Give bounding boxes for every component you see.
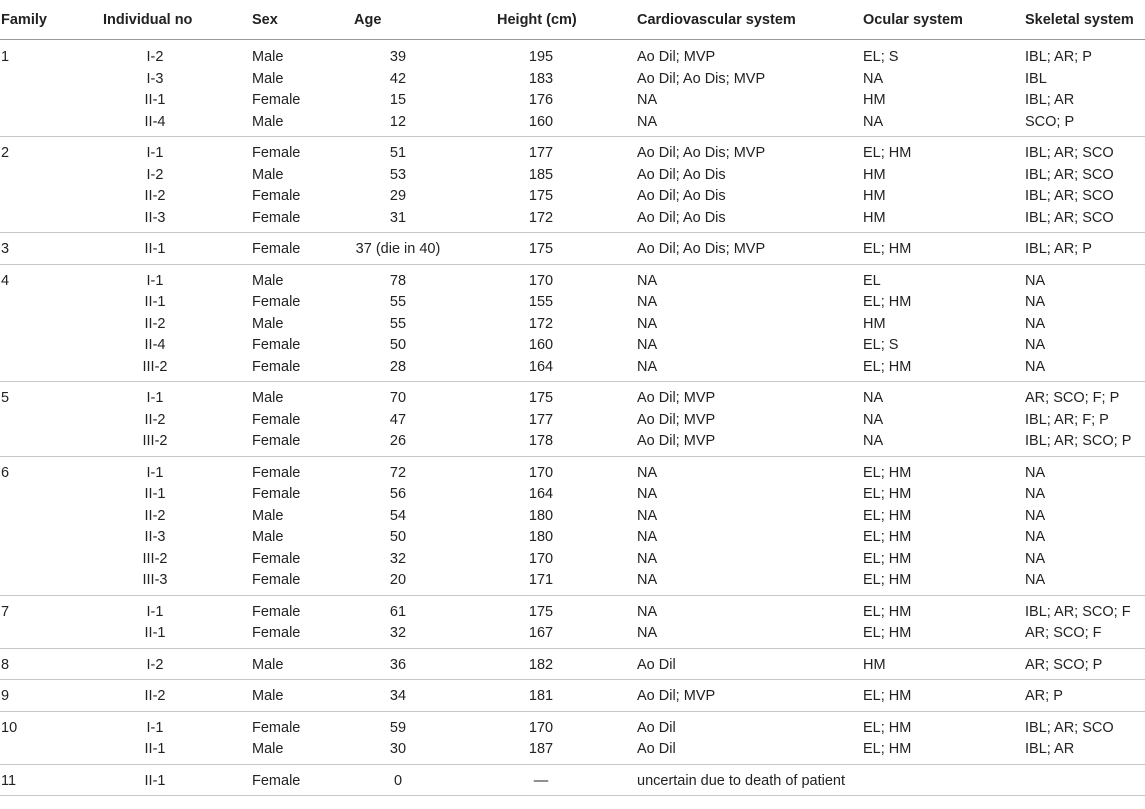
cell-skeletal: IBL; AR: [1025, 741, 1075, 757]
cell-skeletal: NA: [1025, 550, 1046, 567]
cell-ocular: EL; S: [863, 49, 899, 65]
cell-sex: Female: [252, 486, 301, 502]
cell-cardio: uncertain due to death of patient: [637, 772, 845, 789]
cell-cardio: NA: [637, 315, 658, 332]
cell-height: 187: [528, 741, 554, 757]
cell-ocular: EL; HM: [863, 719, 912, 736]
table-row: [0, 69, 1145, 91]
cell-individual: I-3: [146, 70, 164, 87]
cell-sex: Male: [252, 390, 284, 406]
cell-ocular: EL; S: [863, 337, 899, 353]
cell-age: 54: [389, 507, 407, 524]
table-row: [0, 602, 1145, 624]
cell-individual: II-2: [144, 188, 166, 204]
cell-skeletal: IBL; AR; SCO: [1025, 209, 1114, 226]
row-divider: [0, 648, 1145, 649]
cell-age: 50: [389, 529, 407, 545]
cell-skeletal: NA: [1025, 294, 1046, 310]
cell-cardio: Ao Dil; MVP: [637, 688, 716, 704]
table-row: [0, 431, 1145, 453]
row-divider: [0, 679, 1145, 680]
header-age: Age: [354, 12, 382, 28]
table-row: [0, 239, 1145, 261]
cell-cardio: Ao Dil; MVP: [637, 433, 716, 449]
cell-age: 39: [389, 49, 407, 65]
cell-age: 12: [389, 113, 407, 130]
cell-cardio: NA: [637, 358, 658, 375]
table-row: [0, 623, 1145, 645]
table-row: [0, 686, 1145, 708]
cell-sex: Male: [252, 272, 284, 289]
cell-sex: Female: [252, 411, 301, 428]
cell-ocular: EL; HM: [863, 486, 912, 502]
cell-cardio: Ao Dil; Ao Dis: [637, 188, 726, 204]
cell-age: 0: [393, 772, 403, 789]
cell-ocular: EL; HM: [863, 358, 912, 375]
cell-skeletal: AR; P: [1025, 688, 1063, 704]
cell-sex: Female: [252, 433, 301, 449]
cell-skeletal: AR; SCO; F; P: [1025, 390, 1120, 406]
cell-cardio: Ao Dil: [637, 656, 676, 673]
cell-skeletal: IBL; AR; SCO: [1025, 166, 1114, 183]
cell-ocular: NA: [863, 411, 884, 428]
table-row: [0, 771, 1145, 793]
cell-height: 185: [528, 166, 554, 183]
cell-ocular: EL: [863, 272, 881, 289]
cell-age: 53: [389, 166, 407, 183]
cell-height: 160: [528, 113, 554, 130]
cell-cardio: Ao Dil; Ao Dis: [637, 166, 726, 183]
cell-sex: Female: [252, 188, 301, 204]
cell-family: 5: [1, 390, 10, 406]
cell-cardio: NA: [637, 294, 658, 310]
cell-height: 171: [528, 572, 554, 588]
cell-individual: I-1: [146, 272, 164, 289]
cell-height: 181: [528, 688, 554, 704]
table-row: [0, 112, 1145, 134]
cell-age: 51: [389, 145, 407, 161]
cell-height: 176: [528, 92, 554, 108]
cell-ocular: NA: [863, 70, 884, 87]
cell-height: 175: [528, 390, 554, 406]
cell-height: 180: [528, 529, 554, 545]
cell-sex: Female: [252, 294, 301, 310]
cell-ocular: EL; HM: [863, 625, 912, 641]
cell-skeletal: IBL; AR; SCO: [1025, 719, 1114, 736]
cell-family: 11: [1, 772, 17, 789]
table-row: [0, 314, 1145, 336]
cell-ocular: HM: [863, 166, 886, 183]
table-row: [0, 410, 1145, 432]
cell-age: 31: [389, 209, 407, 226]
cell-sex: Female: [252, 772, 301, 789]
row-divider: [0, 264, 1145, 265]
cell-ocular: EL; HM: [863, 507, 912, 524]
cell-cardio: NA: [637, 572, 658, 588]
cell-cardio: NA: [637, 113, 658, 130]
table-row: [0, 335, 1145, 357]
cell-age: 72: [389, 464, 407, 481]
cell-height: 160: [528, 337, 554, 353]
cell-cardio: NA: [637, 550, 658, 567]
cell-individual: I-1: [146, 145, 164, 161]
table-row: [0, 506, 1145, 528]
cell-skeletal: AR; SCO; P: [1025, 656, 1103, 673]
table-row: [0, 143, 1145, 165]
cell-cardio: NA: [637, 464, 658, 481]
header-rule: [0, 39, 1145, 40]
cell-individual: I-1: [146, 390, 164, 406]
row-divider: [0, 381, 1145, 382]
cell-sex: Female: [252, 337, 301, 353]
cell-cardio: Ao Dil; MVP: [637, 390, 716, 406]
cell-family: 1: [1, 49, 10, 65]
table-row: [0, 484, 1145, 506]
cell-sex: Male: [252, 656, 284, 673]
cell-individual: II-1: [144, 741, 166, 757]
cell-height: 170: [528, 719, 554, 736]
cell-sex: Male: [252, 688, 284, 704]
cell-sex: Male: [252, 70, 284, 87]
cell-individual: I-1: [146, 603, 164, 620]
cell-age: 34: [389, 688, 407, 704]
cell-skeletal: IBL; AR; P: [1025, 241, 1092, 257]
cell-height: 177: [528, 145, 554, 161]
cell-individual: II-3: [144, 209, 166, 226]
cell-sex: Female: [252, 209, 301, 226]
cell-age: 15: [389, 92, 407, 108]
cell-height: 175: [528, 603, 554, 620]
cell-cardio: NA: [637, 625, 658, 641]
cell-individual: II-1: [144, 625, 166, 641]
cell-age: 32: [389, 625, 407, 641]
cell-individual: II-1: [144, 772, 166, 789]
table-row: [0, 718, 1145, 740]
cell-skeletal: IBL; AR: [1025, 92, 1075, 108]
cell-individual: III-2: [142, 550, 168, 567]
header-ocular: Ocular system: [863, 12, 963, 28]
cell-sex: Female: [252, 145, 301, 161]
cell-ocular: HM: [863, 315, 886, 332]
cell-sex: Male: [252, 741, 284, 757]
cell-age: 42: [389, 70, 407, 87]
cell-height: 172: [528, 315, 554, 332]
row-divider: [0, 456, 1145, 457]
cell-ocular: HM: [863, 92, 886, 108]
row-divider: [0, 136, 1145, 137]
cell-sex: Female: [252, 241, 301, 257]
cell-height: —: [533, 772, 549, 789]
cell-skeletal: NA: [1025, 486, 1046, 502]
table-row: [0, 271, 1145, 293]
cell-sex: Female: [252, 603, 301, 620]
cell-height: 164: [528, 358, 554, 375]
cell-cardio: Ao Dil: [637, 741, 676, 757]
cell-sex: Male: [252, 315, 284, 332]
cell-individual: II-1: [144, 241, 166, 257]
cell-individual: II-3: [144, 529, 166, 545]
cell-individual: II-1: [144, 92, 166, 108]
cell-skeletal: NA: [1025, 464, 1046, 481]
cell-height: 170: [528, 272, 554, 289]
cell-age: 30: [389, 741, 407, 757]
header-family: Family: [1, 12, 47, 28]
table-row: [0, 463, 1145, 485]
header-height: Height (cm): [497, 12, 577, 28]
cell-age: 56: [389, 486, 407, 502]
cell-individual: I-1: [146, 719, 164, 736]
cell-ocular: EL; HM: [863, 550, 912, 567]
cell-skeletal: IBL; AR; SCO: [1025, 145, 1114, 161]
cell-individual: II-1: [144, 294, 166, 310]
cell-ocular: EL; HM: [863, 464, 912, 481]
cell-ocular: EL; HM: [863, 572, 912, 588]
cell-skeletal: NA: [1025, 272, 1046, 289]
cell-skeletal: NA: [1025, 315, 1046, 332]
cell-age: 36: [389, 656, 407, 673]
cell-age: 61: [389, 603, 407, 620]
cell-individual: I-2: [146, 166, 164, 183]
cell-sex: Female: [252, 550, 301, 567]
cell-individual: I-2: [146, 49, 164, 65]
cell-height: 164: [528, 486, 554, 502]
header-skeletal: Skeletal system: [1025, 12, 1134, 28]
cell-height: 178: [528, 433, 554, 449]
cell-sex: Female: [252, 92, 301, 108]
row-divider: [0, 711, 1145, 712]
cell-age: 26: [389, 433, 407, 449]
cell-ocular: EL; HM: [863, 688, 912, 704]
row-divider: [0, 764, 1145, 765]
cell-height: 172: [528, 209, 554, 226]
cell-sex: Male: [252, 166, 284, 183]
cell-height: 155: [528, 294, 554, 310]
cell-individual: II-4: [144, 113, 166, 130]
cell-ocular: EL; HM: [863, 241, 912, 257]
header-individual: Individual no: [103, 12, 193, 28]
cell-ocular: EL; HM: [863, 741, 912, 757]
table-row: [0, 208, 1145, 230]
cell-age: 55: [389, 294, 407, 310]
cell-cardio: NA: [637, 272, 658, 289]
cell-age: 28: [389, 358, 407, 375]
cell-skeletal: IBL; AR; SCO; F: [1025, 603, 1131, 620]
cell-cardio: Ao Dil; Ao Dis; MVP: [637, 145, 766, 161]
cell-height: 195: [528, 49, 554, 65]
cell-age: 47: [389, 411, 407, 428]
cell-cardio: NA: [637, 507, 658, 524]
cell-individual: I-1: [146, 464, 164, 481]
cell-skeletal: NA: [1025, 358, 1046, 375]
cell-height: 170: [528, 464, 554, 481]
table-row: [0, 292, 1145, 314]
cell-cardio: NA: [637, 486, 658, 502]
cell-individual: II-2: [144, 507, 166, 524]
cell-age: 78: [389, 272, 407, 289]
cell-individual: III-2: [142, 433, 168, 449]
cell-skeletal: IBL; AR; F; P: [1025, 411, 1109, 428]
cell-individual: III-2: [142, 358, 168, 375]
cell-age: 55: [389, 315, 407, 332]
cell-height: 167: [528, 625, 554, 641]
cell-ocular: NA: [863, 433, 884, 449]
cell-height: 175: [528, 241, 554, 257]
cell-ocular: EL; HM: [863, 294, 912, 310]
cell-skeletal: IBL; AR; SCO; P: [1025, 433, 1132, 449]
cell-family: 4: [1, 272, 10, 289]
cell-ocular: NA: [863, 390, 884, 406]
cell-sex: Male: [252, 49, 284, 65]
cell-height: 177: [528, 411, 554, 428]
cell-age: 70: [389, 390, 407, 406]
cell-individual: II-2: [144, 315, 166, 332]
cell-height: 170: [528, 550, 554, 567]
cell-skeletal: IBL; AR; P: [1025, 49, 1092, 65]
cell-skeletal: NA: [1025, 507, 1046, 524]
cell-skeletal: AR; SCO; F: [1025, 625, 1102, 641]
cell-ocular: HM: [863, 656, 886, 673]
table-row: [0, 739, 1145, 761]
cell-family: 3: [1, 241, 10, 257]
table-row: [0, 655, 1145, 677]
cell-family: 9: [1, 688, 10, 704]
cell-age: 59: [389, 719, 407, 736]
table-row: [0, 90, 1145, 112]
cell-individual: II-2: [144, 411, 166, 428]
cell-sex: Male: [252, 113, 284, 130]
row-divider: [0, 795, 1145, 796]
cell-cardio: Ao Dil; MVP: [637, 49, 716, 65]
cell-family: 6: [1, 464, 10, 481]
table-row: [0, 527, 1145, 549]
cell-cardio: Ao Dil: [637, 719, 676, 736]
cell-age: 37 (die in 40): [355, 241, 441, 257]
table-row: [0, 47, 1145, 69]
cell-sex: Female: [252, 625, 301, 641]
cell-cardio: NA: [637, 603, 658, 620]
cell-cardio: NA: [637, 529, 658, 545]
cell-individual: III-3: [142, 572, 168, 588]
cell-ocular: HM: [863, 209, 886, 226]
cell-family: 7: [1, 603, 10, 620]
cell-family: 2: [1, 145, 10, 161]
cell-skeletal: IBL; AR; SCO: [1025, 188, 1114, 204]
cell-ocular: EL; HM: [863, 529, 912, 545]
table-row: [0, 388, 1145, 410]
cell-ocular: NA: [863, 113, 884, 130]
cell-sex: Female: [252, 719, 301, 736]
cell-sex: Male: [252, 529, 284, 545]
cell-age: 20: [389, 572, 407, 588]
table-row: [0, 357, 1145, 379]
cell-sex: Female: [252, 464, 301, 481]
cell-cardio: NA: [637, 337, 658, 353]
cell-family: 10: [1, 719, 18, 736]
table-header: [0, 8, 1145, 30]
cell-ocular: HM: [863, 188, 886, 204]
row-divider: [0, 232, 1145, 233]
cell-skeletal: IBL: [1025, 70, 1047, 87]
cell-age: 29: [389, 188, 407, 204]
cell-age: 32: [389, 550, 407, 567]
cell-ocular: EL; HM: [863, 145, 912, 161]
cell-skeletal: NA: [1025, 529, 1046, 545]
cell-cardio: Ao Dil; Ao Dis; MVP: [637, 70, 766, 87]
cell-skeletal: NA: [1025, 337, 1046, 353]
header-cardio: Cardiovascular system: [637, 12, 796, 28]
cell-height: 175: [528, 188, 554, 204]
cell-skeletal: SCO; P: [1025, 113, 1075, 130]
header-sex: Sex: [252, 12, 278, 28]
cell-family: 8: [1, 656, 10, 673]
cell-individual: II-1: [144, 486, 166, 502]
cell-height: 183: [528, 70, 554, 87]
table-row: [0, 549, 1145, 571]
cell-cardio: Ao Dil; Ao Dis: [637, 209, 726, 226]
cell-ocular: EL; HM: [863, 603, 912, 620]
table-row: [0, 186, 1145, 208]
cell-cardio: Ao Dil; Ao Dis; MVP: [637, 241, 766, 257]
table-row: [0, 165, 1145, 187]
cell-skeletal: NA: [1025, 572, 1046, 588]
cell-age: 50: [389, 337, 407, 353]
cell-height: 182: [528, 656, 554, 673]
cell-individual: I-2: [146, 656, 164, 673]
cell-height: 180: [528, 507, 554, 524]
cell-sex: Female: [252, 572, 301, 588]
row-divider: [0, 595, 1145, 596]
cell-cardio: Ao Dil; MVP: [637, 411, 716, 428]
cell-individual: II-4: [144, 337, 166, 353]
cell-sex: Male: [252, 507, 284, 524]
cell-cardio: NA: [637, 92, 658, 108]
cell-individual: II-2: [144, 688, 166, 704]
table-row: [0, 570, 1145, 592]
cell-sex: Female: [252, 358, 301, 375]
